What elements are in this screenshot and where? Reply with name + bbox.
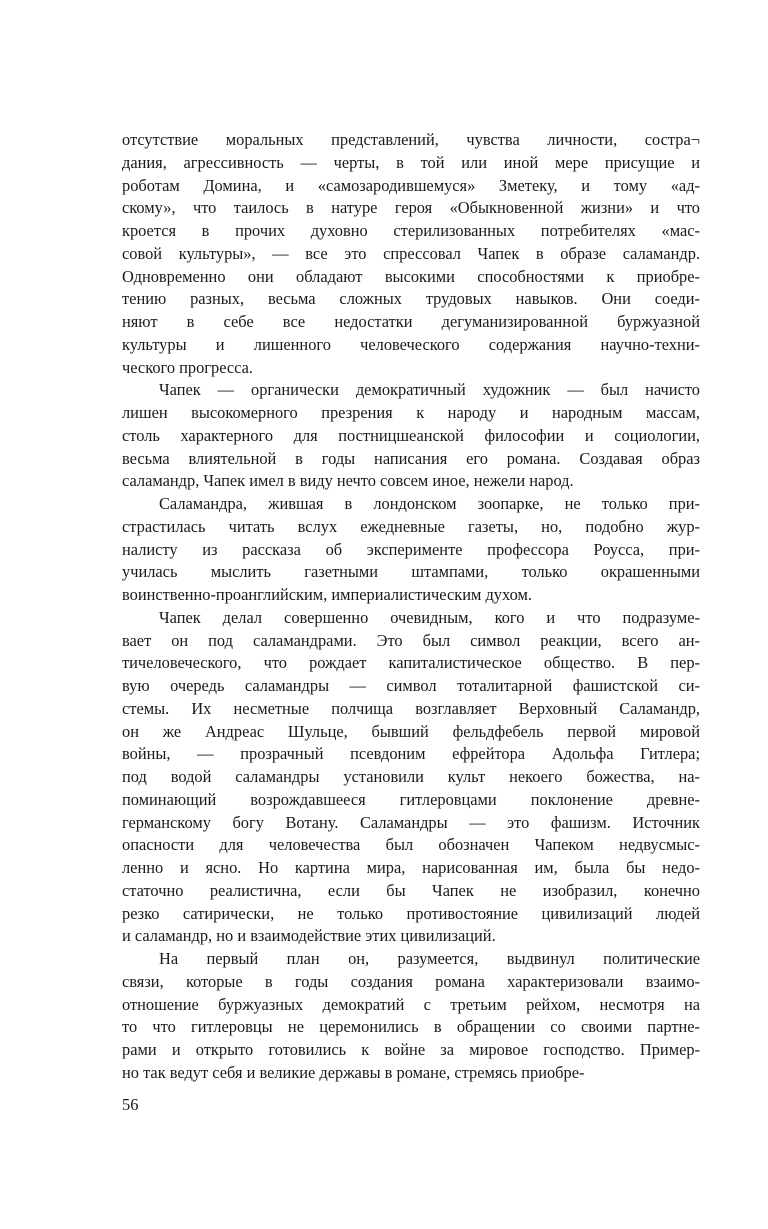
text-line: войны, — прозрачный псевдоним ефрейтора Адольфа Гитлера; (122, 744, 700, 764)
page-number: 56 (122, 1095, 139, 1114)
text-line: и саламандр, но и взаимодействие этих цивилизаций. (122, 926, 496, 946)
text-line: налисту из рассказа об эксперименте профессора Роусса, при- (122, 539, 700, 559)
paragraph (122, 493, 700, 607)
text-line: тению разных, весьма сложных трудовых навыков. Они соеди- (122, 289, 700, 309)
text-line: скому», что таилось в натуре героя «Обыкновенной жизни» и что (122, 198, 700, 218)
text-line: Саламандра, жившая в лондонском зоопарке, не только при- (159, 494, 700, 513)
text-line: Чапек делал совершенно очевидным, кого и что подразуме- (159, 607, 700, 627)
text-line: культуры и лишенного человеческого содержания научно-техни- (122, 334, 700, 354)
text-line: Чапек — органически демократичный художник — был начисто (159, 380, 700, 400)
text-line: отношение буржуазных демократий с третьим рейхом, несмотря на (122, 994, 700, 1014)
paragraph (122, 379, 700, 493)
text-line: страстилась читать вслух ежедневные газеты, но, подобно жур- (122, 516, 700, 536)
paragraph (122, 607, 700, 948)
text-line: резко сатирически, не только противостояние цивилизаций людей (122, 903, 700, 923)
text-line: воинственно-проанглийским, империалистическим духом. (122, 585, 532, 604)
text-line: поминающий возрождавшееся гитлеровцами поклонение древне- (122, 789, 700, 809)
text-line: столь характерного для постницшеанской философии и социологии, (122, 425, 700, 445)
text-line: роботам Домина, и «самозародившемуся» Зметеку, и тому «ад- (122, 175, 700, 195)
text-line: Одновременно они обладают высокими способностями к приобре- (122, 266, 700, 286)
text-line: связи, которые в годы создания романа характеризовали взаимо- (122, 971, 700, 991)
paragraph (122, 129, 700, 379)
text-line: дания, агрессивность — черты, в той или иной мере присущие и (122, 152, 700, 172)
text-line: ческого прогресса. (122, 357, 254, 377)
text-line: ленно и ясно. Но картина мира, нарисованная им, была бы недо- (122, 858, 700, 877)
text-line: опасности для человечества был обозначен Чапеком недвусмыс- (122, 835, 700, 855)
text-line: то что гитлеровцы не церемонились в обращении со своими партне- (122, 1017, 700, 1037)
text-line: вую очередь саламандры — символ тоталитарной фашистской си- (122, 676, 700, 695)
text-line: он же Андреас Шульце, бывший фельдфебель первой мировой (122, 721, 700, 741)
text-line: отсутствие моральных представлений, чувства личности, состра¬ (122, 130, 700, 149)
text-line: саламандр, Чапек имел в виду нечто совсем иное, нежели народ. (122, 471, 574, 491)
text-line: весьма влиятельной в годы написания его романа. Создавая образ (122, 448, 700, 468)
text-line: вает он под саламандрами. Это был символ реакции, всего ан- (122, 630, 700, 650)
text-line: лишен высокомерного презрения к народу и народным массам, (122, 403, 700, 422)
text-line: совой культуры», — все это спрессовал Чапек в образе саламандр. (122, 243, 700, 263)
text-line: под водой саламандры установили культ некоего божества, на- (122, 767, 700, 786)
text-line: рами и открыто готовились к войне за мировое господство. Пример- (122, 1040, 700, 1059)
text-line: кроется в прочих духовно стерилизованных потребителях «мас- (122, 221, 700, 240)
text-line: На первый план он, разумеется, выдвинул политические (159, 949, 700, 968)
text-line: статочно реалистична, если бы Чапек не изобразил, конечно (122, 880, 700, 900)
body-text (122, 129, 700, 1085)
text-line: германскому богу Вотану. Саламандры — это фашизм. Источник (122, 812, 700, 832)
text-line: тичеловеческого, что рождает капиталистическое общество. В пер- (122, 653, 700, 673)
text-line: училась мыслить газетными штампами, только окрашенными (122, 562, 700, 582)
text-line: но так ведут себя и великие державы в романе, стремясь приобре- (122, 1062, 585, 1082)
text-line: няют в себе все недостатки дегуманизированной буржуазной (122, 312, 700, 331)
paragraph (122, 948, 700, 1085)
text-line: стемы. Их несметные полчища возглавляет Верховный Саламандр, (122, 698, 700, 718)
